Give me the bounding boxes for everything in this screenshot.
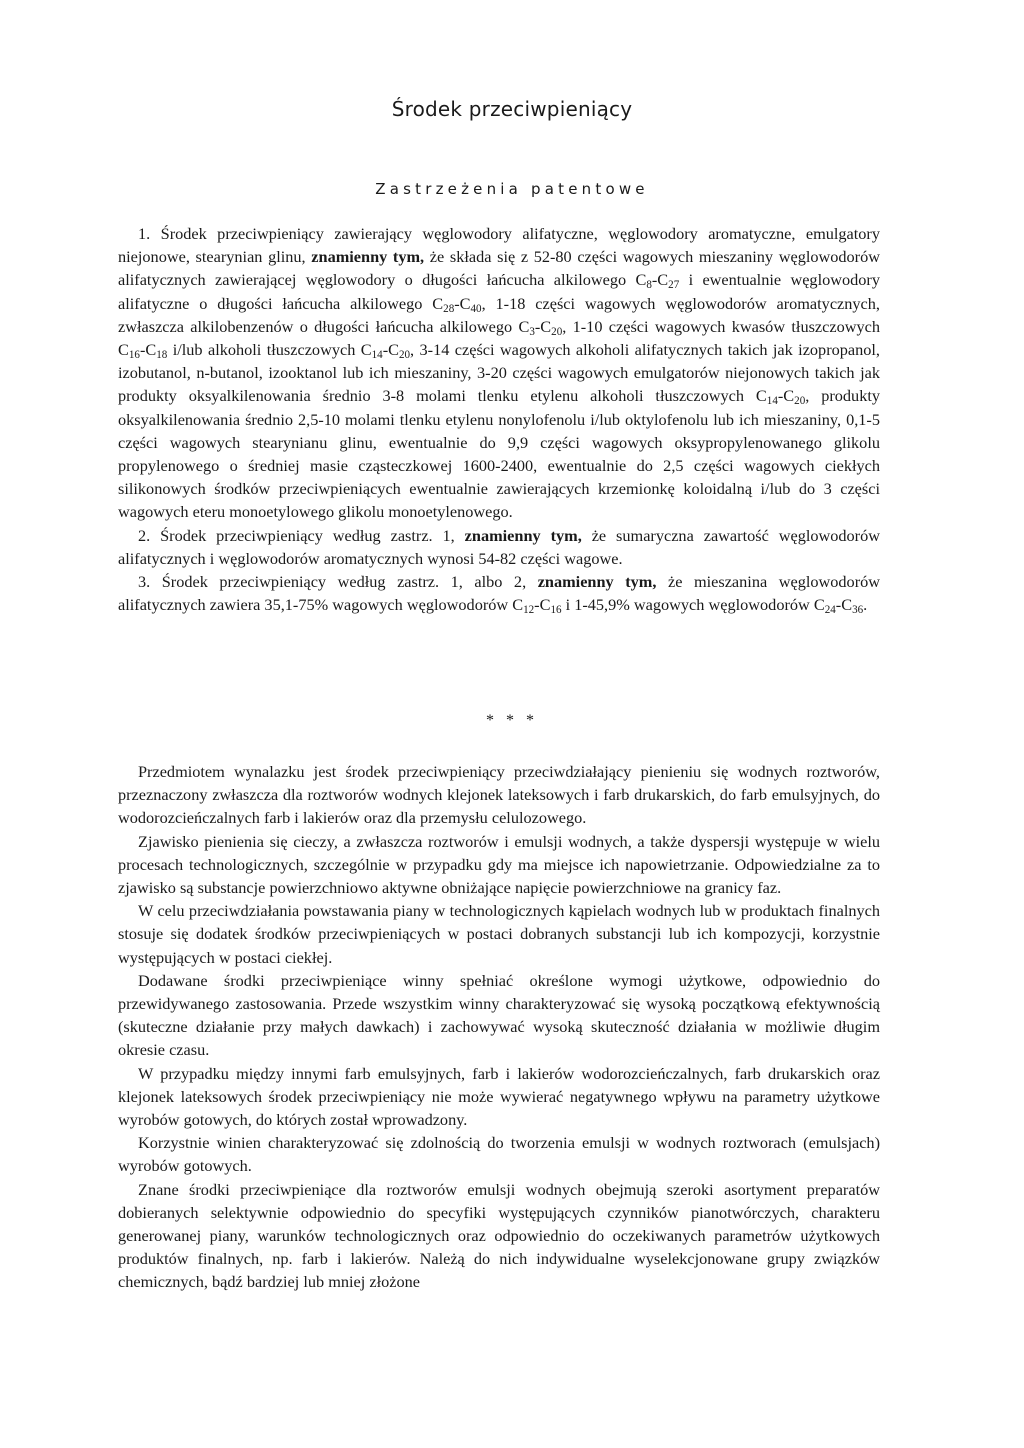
section-separator: * * * — [486, 712, 538, 729]
claim-2: 2. Środek przeciwpieniący według zastrz. 1, znamienny tym, że sumaryczna zawartość węglowodorów alifatycznych i węglowodorów aromatycznych wynosi 54-82 części wagowe. — [118, 525, 881, 568]
claim-keyword: znamienny tym, — [464, 525, 582, 545]
description-paragraph: Znane środki przeciwpieniące dla roztworów emulsji wodnych obejmują szeroki asortyment preparatów dobieranych selektywnie odpowiednio do specyfiki występujących czynników pianotwórczych, charakteru generowanej piany, warunków technologicznych oraz odpowiednio do oczekiwanych parametrów użytkowych produktów finalnych, np. farb i lakierów. Należą do nich indywidualne wyselekcjonowane grupy związków chemicznych, bądź bardziej lub mniej złożone — [118, 1179, 880, 1292]
document-title: Środek przeciwpieniący — [391, 97, 633, 121]
section-heading-claims: Zastrzeżenia patentowe — [375, 180, 649, 198]
claim-1-number: 1. — [138, 224, 151, 243]
claim-1: 1. Środek przeciwpieniący zawierający węglowodory alifatyczne, węglowodory aromatyczne, emulgatory niejonowe, stearynian glinu, znamienny tym, że składa się z 52-80 części wagowych mieszaniny węglowodorów alifatycznych zawierającej węglowodory o długości łańcucha alkilowego $C_8-C_{27}$ i ewentualnie węglowodory alifatyczne o długości łańcucha alkilowego $C_{28}-C_{40}$, 1-18 części wagowych węglowodorów aromatycznych, zwłaszcza alkilobenzenów o długości łańcucha alkilowego $C_3-C_{20}$, 1-10 części wagowych kwasów tłuszczowych $C_{16}-C_{18}$ i/lub alkoholi tłuszczowych $C_{14}-C_{20}$, 3-14 części wagowych alkoholi alifatycznych takich jak izopropanol, izobutanol, n-butanol, izooktanol lub ich mieszaniny, 3-20 części wagowych emulgatorów niejonowych takich jak produkty oksyalkilenowania średnio 3-8 molami tlenku etylenu alkoholi tłuszczowych $C_{14}-C_{20}$, produkty oksyalkilenowania średnio 2,5-10 molami tlenku etylenu nonylofenolu i/lub oktylofenolu lub ich mieszaniny, 0,1-5 części wagowych stearynianu glinu, ewentualnie do 9,9 części wagowych oksypropylenowanego glikolu propylenowego o średniej masie cząsteczkowej 1600-2400, ewentualnie do 2,5 części wagowych ciekłych silikonowych środków przeciwpieniących ewentualnie zawierających krzemionkę koloidalną i/lub do 3 części wagowych eteru monoetylowego glikolu monoetylenowego. — [118, 224, 881, 522]
description-paragraph: Przedmiotem wynalazku jest środek przeciwpieniący przeciwdziałający pienieniu się wodnych roztworów, przeznaczony zwłaszcza dla roztworów wodnych klejonek lateksowych i farb drukarskich, do farb emulsyjnych, do wodorozcieńczalnych farb i lakierów oraz dla przemysłu celulozowego. — [118, 762, 880, 828]
description-paragraph: Dodawane środki przeciwpieniące winny spełniać określone wymogi użytkowe, odpowiednio do przewidywanego zastosowania. Przede wszystkim winny charakteryzować się wysoką początkową efektywnością (skuteczne działanie przy małych dawkach) i zachowywać wysoką skuteczność działania w możliwie długim okresie czasu. — [118, 970, 880, 1060]
claim-3: 3. Środek przeciwpieniący według zastrz. 1, albo 2, znamienny tym, że mieszanina węglowodorów alifatycznych zawiera 35,1-75% wagowych węglowodorów $C_{12}-C_{16}$ i 1-45,9% wagowych węglowodorów $C_{24}-C_{36}$. — [118, 572, 881, 617]
claim-keyword: znamienny tym, — [537, 572, 657, 592]
description-section — [118, 760, 880, 1294]
description-paragraph: W celu przeciwdziałania powstawania piany w technologicznych kąpielach wodnych lub w produktach finalnych stosuje się dodatek środków przeciwpieniących w postaci dobranych substancji lub ich kompozycji, korzystnie występujących w postaci ciekłej. — [118, 901, 880, 967]
description-paragraph: W przypadku między innymi farb emulsyjnych, farb i lakierów wodorozcieńczalnych, farb drukarskich oraz klejonek lateksowych środek przeciwpieniący nie może wywierać negatywnego wpływu na parametry użytkowe wyrobów gotowych, do których został wprowadzony. — [118, 1063, 880, 1130]
description-paragraph: Zjawisko pienienia się cieczy, a zwłaszcza roztworów i emulsji wodnych, a także dyspersji występuje w wielu procesach technologicznych, szczególnie w przypadku gdy ma miejsce ich napowietrzanie. Odpowiedzialne za to zjawisko są substancje powierzchniowo aktywne obniżające napięcie powierzchniowe na granicy faz. — [118, 831, 880, 898]
description-paragraph: Korzystnie winien charakteryzować się zdolnością do tworzenia emulsji w wodnych roztworach (emulsjach) wyrobów gotowych. — [118, 1133, 880, 1176]
claim-keyword: znamienny tym, — [311, 247, 425, 267]
claims-section — [118, 222, 880, 616]
